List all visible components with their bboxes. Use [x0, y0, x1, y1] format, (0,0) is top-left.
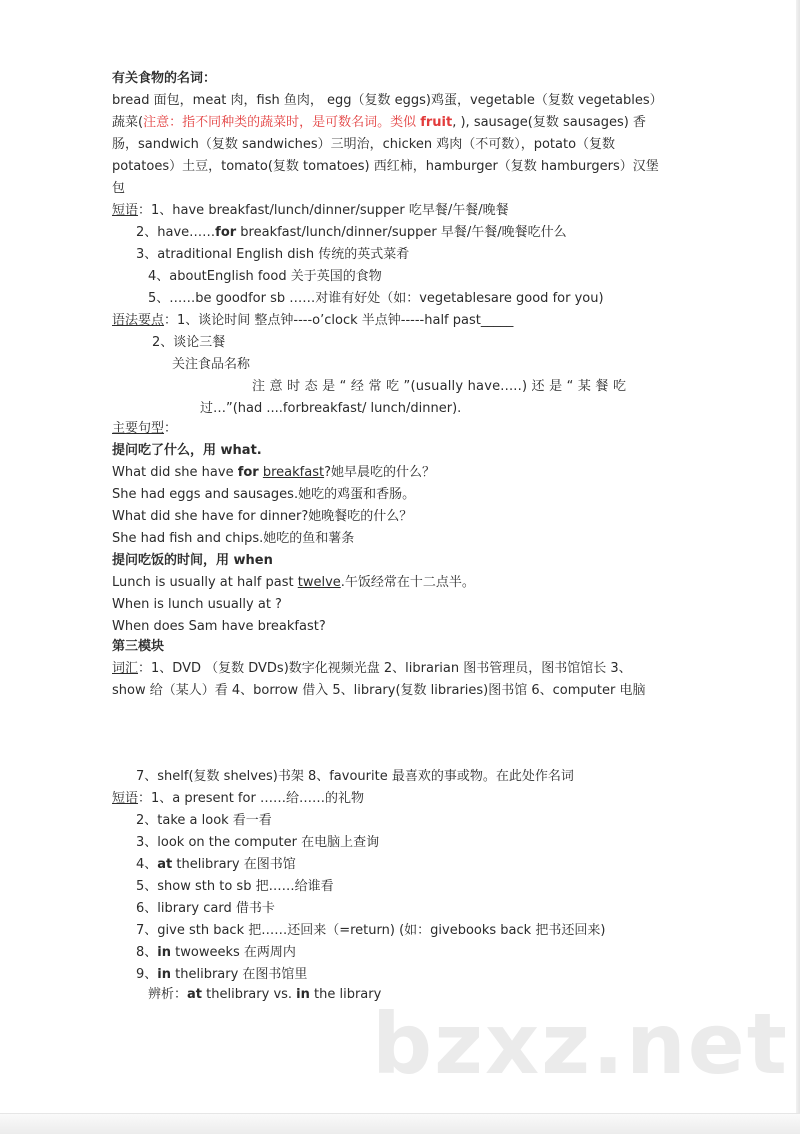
phrase2-2: 2、take a look 看一看 — [136, 813, 272, 828]
phrases2-line-1 — [112, 790, 364, 808]
sentence-7: When does Sam have breakfast? — [112, 619, 326, 634]
analysis-at: at — [187, 987, 203, 1002]
phrase2-8-bold: in — [157, 945, 171, 960]
page-edge-right — [796, 0, 800, 1134]
grammar-text-1: ：1、谈论时间 整点钟----o’clock 半点钟-----half past — [164, 313, 481, 328]
sentence-5-pre: Lunch is usually at half past — [112, 575, 298, 590]
phrase2-4-bold: at — [157, 857, 173, 872]
grammar-line-2: 2、谈论三餐 — [152, 335, 226, 350]
phrase2-6: 6、library card 借书卡 — [136, 901, 275, 916]
food-line-1: bread 面包，meat 肉，fish 鱼肉， egg（复数 eggs)鸡蛋，vegetable（复数 vegetables） — [112, 93, 663, 108]
sentences-colon: ： — [164, 421, 178, 436]
phrase-4: 4、aboutEnglish food 关于英国的食物 — [148, 269, 382, 284]
phrase2-1: ：1、a present for ……给……的礼物 — [138, 791, 364, 806]
heading-when-bold: when — [233, 553, 273, 568]
sentence-1 — [112, 464, 435, 482]
sentence-6: When is lunch usually at ? — [112, 597, 282, 612]
grammar-line-5: 过…”(had ....forbreakfast/ lunch/dinner). — [200, 401, 462, 416]
heading-what-bold: what. — [220, 443, 262, 458]
phrase2-4-pre: 4、 — [136, 857, 158, 872]
heading-what-pre: 提问吃了什么，用 — [112, 443, 221, 458]
analysis-in: in — [296, 987, 310, 1002]
food-note-red: 注意：指不同种类的蔬菜时，是可数名词。类似 — [143, 115, 421, 130]
phrase2-3: 3、look on the computer 在电脑上查询 — [136, 835, 380, 850]
food-line-3: 肠，sandwich（复数 sandwiches）三明治，chicken 鸡肉（不可数），potato（复数 — [112, 137, 616, 152]
grammar-label: 语法要点 — [112, 313, 165, 328]
phrases2-label: 短语 — [112, 791, 139, 806]
phrase-2-post: breakfast/lunch/dinner/supper 早餐/午餐/晚餐吃什么 — [236, 225, 567, 240]
phrase2-8 — [136, 944, 296, 962]
grammar-blank: _____ — [480, 313, 514, 328]
section-title-food: 有关食物的名词： — [112, 71, 217, 86]
phrase-2-pre: 2、have…… — [136, 225, 216, 240]
sentence-2: She had eggs and sausages.她吃的鸡蛋和香肠。 — [112, 487, 416, 502]
phrase2-9-pre: 9、 — [136, 967, 158, 982]
sentence-1-post: ?她早晨吃的什么？ — [324, 465, 435, 480]
heading-when-pre: 提问吃饭的时间，用 — [112, 553, 234, 568]
phrase-3: 3、atraditional English dish 传统的英式菜肴 — [136, 247, 410, 262]
sentence-5-underline: twelve — [297, 575, 341, 590]
phrase2-9 — [136, 966, 307, 984]
sentences-heading — [112, 420, 177, 438]
grammar-line-3: 关注食品名称 — [172, 357, 251, 372]
vocab-text-1: ：1、DVD （复数 DVDs)数字化视频光盘 2、librarian 图书管理员，图书馆馆长 3、 — [138, 661, 632, 676]
phrase-5: 5、……be goodfor sb ……对谁有好处（如：vegetablesare good for you) — [148, 291, 604, 306]
module3-title: 第三模块 — [112, 639, 165, 654]
phrase2-5: 5、show sth to sb 把……给谁看 — [136, 879, 334, 894]
vocab-line-1 — [112, 660, 632, 678]
analysis-line — [148, 986, 381, 1004]
phrases-line-1 — [112, 202, 509, 220]
sentences-label: 主要句型 — [112, 421, 165, 436]
sentence-1-pre: What did she have — [112, 465, 238, 480]
food-line-2-pre: 蔬菜( — [112, 115, 144, 130]
phrase2-8-post: twoweeks 在两周内 — [171, 945, 296, 960]
food-line-2 — [112, 114, 646, 132]
sentence-1-underline: breakfast — [262, 465, 325, 480]
phrase2-8-pre: 8、 — [136, 945, 158, 960]
sentence-5 — [112, 574, 475, 592]
grammar-line-1 — [112, 312, 513, 330]
sentence-1-bold: for — [237, 465, 259, 480]
phrase2-4-post: thelibrary 在图书馆 — [172, 857, 296, 872]
food-note-fruit: fruit — [420, 115, 453, 130]
phrase-2-bold: for — [215, 225, 237, 240]
vocab-label: 词汇 — [112, 661, 139, 676]
food-line-2-post: , ), sausage(复数 sausages) 香 — [452, 115, 646, 130]
food-line-5: 包 — [112, 181, 126, 196]
watermark-logo: bzxz.net — [372, 995, 789, 1093]
sentence-3: What did she have for dinner?她晚餐吃的什么？ — [112, 509, 413, 524]
grammar-line-4: 注 意 时 态 是 “ 经 常 吃 ”(usually have.....) 还 是 “ 某 餐 吃 — [252, 379, 627, 394]
sentence-5-post: .午饭经常在十二点半。 — [340, 575, 475, 590]
vocab-line-2: show 给（某人）看 4、borrow 借入 5、library(复数 libraries)图书馆 6、computer 电脑 — [112, 683, 646, 698]
vocab-line-3: 7、shelf(复数 shelves)书架 8、favourite 最喜欢的事或物。在此处作名词 — [136, 769, 574, 784]
phrase2-9-post: thelibrary 在图书馆里 — [171, 967, 308, 982]
sentence-heading-what — [112, 442, 262, 460]
phrase-1: ：1、have breakfast/lunch/dinner/supper 吃早餐/午餐/晚餐 — [138, 203, 509, 218]
phrase2-4 — [136, 856, 296, 874]
phrase2-9-bold: in — [157, 967, 171, 982]
phrases-label: 短语 — [112, 203, 139, 218]
analysis-post: the library — [309, 987, 382, 1002]
sentence-heading-when — [112, 552, 273, 570]
phrase-2 — [136, 224, 567, 242]
sentence-4: She had fish and chips.她吃的鱼和薯条 — [112, 531, 355, 546]
analysis-pre: 辨析： — [148, 987, 188, 1002]
phrase2-7: 7、give sth back 把……还回来（=return) (如：givebooks back 把书还回来) — [136, 923, 606, 938]
analysis-mid: thelibrary vs. — [202, 987, 297, 1002]
food-line-4: potatoes）土豆，tomato(复数 tomatoes) 西红柿，hamburger（复数 hamburgers）汉堡 — [112, 159, 659, 174]
page-edge-bottom — [0, 1113, 800, 1134]
